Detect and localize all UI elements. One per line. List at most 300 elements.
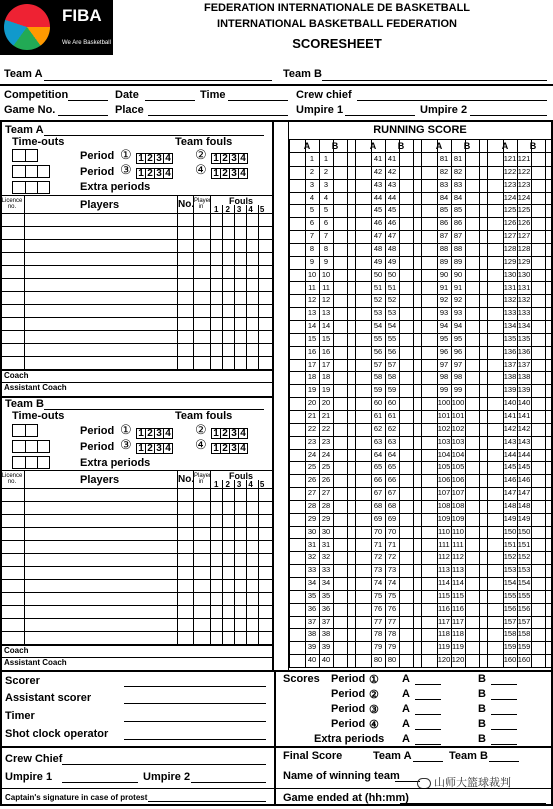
rs-num-a: 15: [307, 333, 317, 343]
rs-num-b: 19: [321, 385, 331, 395]
rs-num-a: 8: [309, 243, 315, 253]
rs-num-b: 66: [387, 475, 397, 485]
assistant-coach-label-b: Assistant Coach: [4, 658, 67, 667]
page-title: SCORESHEET: [292, 36, 382, 51]
team-a-title: Team A: [5, 124, 44, 136]
timeout-boxes-b[interactable]: [12, 424, 38, 437]
rs-num-b: 8: [323, 243, 329, 253]
rs-num-a: 92: [439, 295, 449, 305]
rs-num-b: 3: [323, 179, 329, 189]
foul-boxes-a-p3[interactable]: 1 2 3 4: [137, 163, 173, 181]
rs-num-a: 47: [373, 231, 383, 241]
rs-num-a: 129: [503, 256, 517, 266]
score-period-label: Period: [331, 688, 366, 700]
rs-num-a: 2: [309, 166, 315, 176]
rs-num-b: 154: [517, 578, 531, 588]
place-label: Place: [115, 104, 144, 116]
rs-num-a: 141: [503, 411, 517, 420]
rs-num-b: 34: [321, 578, 331, 588]
score-b-label: B: [478, 688, 486, 700]
fouls-label-a: Fouls: [229, 196, 253, 206]
rs-num-a: 43: [373, 179, 383, 189]
rs-num-b: 150: [517, 526, 531, 536]
rs-num-b: 39: [321, 642, 331, 652]
foul-boxes-b-p3[interactable]: 1 2 3 4: [137, 438, 173, 456]
rs-num-a: 33: [307, 565, 317, 575]
rs-num-b: 106: [451, 475, 465, 485]
rs-num-a: 115: [438, 590, 450, 600]
rs-num-b: 23: [321, 436, 331, 446]
rs-num-b: 119: [452, 642, 464, 652]
rs-num-b: 16: [321, 346, 331, 356]
rs-num-a: 139: [503, 385, 517, 395]
player-rows-a[interactable]: [0, 214, 272, 370]
rs-num-a: 14: [307, 321, 317, 331]
extra-periods-score-label: Extra periods: [314, 733, 385, 745]
rs-num-b: 46: [387, 218, 397, 228]
rs-num-a: 81: [439, 154, 449, 163]
foul-boxes-b-p1[interactable]: 1 2 3 4: [137, 423, 173, 441]
rs-num-a: 72: [373, 552, 383, 562]
rs-num-b: 83: [453, 179, 463, 189]
rs-num-b: 33: [321, 565, 331, 575]
rs-num-a: 160: [503, 655, 517, 665]
score-period-mark: ①: [369, 674, 379, 686]
timeout-boxes-a2[interactable]: [12, 165, 50, 178]
period-mark-b4: ④: [195, 437, 207, 452]
rs-num-a: 145: [503, 462, 517, 472]
rs-num-b: 36: [321, 603, 331, 613]
rs-col-a: A: [501, 141, 509, 151]
rs-num-a: 136: [503, 346, 517, 356]
umpire2-label: Umpire 2: [420, 104, 468, 116]
rs-col-a: A: [303, 141, 311, 151]
rs-num-a: 82: [439, 166, 449, 176]
rs-num-a: 61: [373, 411, 383, 420]
rs-num-a: 85: [439, 205, 449, 215]
period-mark-b3: ③: [120, 437, 132, 452]
foul-boxes-b-p2[interactable]: 1 2 3 4: [212, 423, 248, 441]
rs-num-b: 125: [517, 205, 531, 215]
rs-num-b: 153: [517, 565, 531, 575]
rs-num-b: 80: [387, 655, 397, 665]
rs-num-a: 35: [307, 590, 317, 600]
rs-num-b: 61: [387, 411, 397, 420]
rs-num-a: 20: [307, 398, 317, 408]
umpire1-bottom-label: Umpire 1: [5, 771, 53, 783]
rs-num-b: 92: [453, 295, 463, 305]
rs-num-b: 100: [451, 398, 465, 408]
rs-num-b: 94: [453, 321, 463, 331]
captain-signature-label: Captain's signature in case of protest: [5, 793, 148, 802]
rs-num-b: 124: [517, 192, 531, 202]
rs-num-b: 156: [517, 603, 531, 613]
shot-clock-label: Shot clock operator: [5, 728, 109, 740]
rs-num-a: 25: [307, 462, 317, 472]
rs-num-a: 157: [503, 616, 517, 626]
rs-num-a: 100: [437, 398, 451, 408]
timeout-boxes-b3[interactable]: [12, 456, 50, 469]
rs-num-b: 17: [321, 359, 331, 369]
rs-num-b: 143: [517, 436, 531, 446]
rs-num-b: 81: [453, 154, 463, 163]
player-in-label-b: Player in: [194, 473, 212, 485]
rs-num-a: 149: [503, 513, 517, 523]
rs-num-b: 74: [387, 578, 397, 588]
rs-num-a: 121: [503, 154, 517, 163]
rs-num-b: 146: [517, 475, 531, 485]
score-b-label: B: [478, 718, 486, 730]
rs-num-a: 127: [503, 231, 517, 241]
umpire2-bottom-label: Umpire 2: [143, 771, 191, 783]
rs-num-a: 137: [503, 359, 517, 369]
rs-num-a: 39: [307, 642, 317, 652]
rs-num-b: 147: [517, 488, 531, 498]
rs-num-b: 127: [517, 231, 531, 241]
rs-num-a: 17: [307, 359, 317, 369]
rs-num-a: 125: [503, 205, 517, 215]
rs-num-b: 18: [321, 372, 331, 382]
rs-num-a: 147: [503, 488, 517, 498]
rs-col-a: A: [369, 141, 377, 151]
rs-num-a: 86: [439, 218, 449, 228]
rs-num-a: 88: [439, 243, 449, 253]
rs-num-a: 46: [373, 218, 383, 228]
rs-num-a: 60: [373, 398, 383, 408]
rs-num-b: 157: [517, 616, 531, 626]
rs-num-b: 59: [387, 385, 397, 395]
players-label-b: Players: [80, 474, 120, 486]
rs-num-a: 111: [438, 539, 450, 549]
rs-num-b: 31: [321, 539, 331, 549]
timeout-boxes-a3[interactable]: [12, 181, 50, 194]
foul-boxes-a-p4[interactable]: 1 2 3 4: [212, 163, 248, 181]
rs-num-b: 28: [321, 500, 331, 510]
rs-num-b: 111: [452, 539, 464, 549]
rs-num-a: 95: [439, 333, 449, 343]
crew-chief-bottom-label: Crew Chief: [5, 753, 63, 765]
period-label-b2: Period: [80, 441, 115, 453]
rs-num-b: 62: [387, 423, 397, 433]
timeouts-b: Time-outs: [12, 410, 65, 422]
team-a-label: Team A: [4, 68, 43, 80]
rs-num-b: 128: [517, 243, 531, 253]
score-b-label: B: [478, 673, 486, 685]
rs-num-a: 70: [373, 526, 383, 536]
period-mark-a4: ④: [195, 162, 207, 177]
rs-col-b: B: [529, 141, 537, 151]
rs-num-b: 45: [387, 205, 397, 215]
rs-num-b: 108: [451, 500, 465, 510]
rs-num-b: 10: [321, 269, 331, 279]
rs-col-b: B: [397, 141, 405, 151]
rs-num-a: 36: [307, 603, 317, 613]
competition-label: Competition: [4, 89, 69, 101]
rs-num-a: 62: [373, 423, 383, 433]
period-mark-a3: ③: [120, 162, 132, 177]
rs-num-a: 131: [503, 282, 517, 292]
rs-num-a: 146: [503, 475, 517, 485]
rs-num-b: 76: [387, 603, 397, 613]
rs-num-a: 154: [503, 578, 517, 588]
timeout-boxes-a[interactable]: [12, 149, 38, 162]
score-extra-b: B: [478, 733, 486, 745]
rs-num-b: 135: [517, 333, 531, 343]
rs-num-a: 120: [437, 655, 451, 665]
game-no-label: Game No.: [4, 104, 56, 116]
rs-col-a: A: [435, 141, 443, 151]
rs-num-b: 107: [451, 488, 465, 498]
rs-num-a: 144: [503, 449, 517, 459]
rs-num-b: 139: [517, 385, 531, 395]
rs-num-a: 51: [373, 282, 383, 292]
score-extra-a: A: [402, 733, 410, 745]
rs-num-a: 79: [373, 642, 383, 652]
rs-num-a: 128: [503, 243, 517, 253]
date-label: Date: [115, 89, 139, 101]
rs-num-a: 114: [438, 578, 450, 588]
rs-num-b: 82: [453, 166, 463, 176]
rs-num-a: 96: [439, 346, 449, 356]
score-a-label: A: [402, 688, 410, 700]
foul-boxes-a-p1[interactable]: 1 2 3 4: [137, 148, 173, 166]
rs-num-a: 80: [373, 655, 383, 665]
player-rows-b[interactable]: [0, 489, 272, 645]
no-label-a: No.: [178, 199, 195, 210]
rs-num-b: 7: [323, 231, 329, 241]
rs-num-b: 132: [517, 295, 531, 305]
player-in-label-a: Player in: [194, 198, 212, 210]
rs-num-b: 30: [321, 526, 331, 536]
rs-num-b: 71: [387, 539, 397, 549]
rs-num-b: 158: [517, 629, 531, 639]
rs-num-a: 71: [373, 539, 383, 549]
rs-num-a: 98: [439, 372, 449, 382]
score-a-label: A: [402, 673, 410, 685]
rs-num-b: 88: [453, 243, 463, 253]
scorer-label: Scorer: [5, 675, 40, 687]
rs-num-b: 2: [323, 166, 329, 176]
winning-team-label: Name of winning team: [283, 770, 400, 782]
rs-num-a: 10: [307, 269, 317, 279]
rs-num-a: 94: [439, 321, 449, 331]
rs-num-b: 95: [453, 333, 463, 343]
coach-label-b: Coach: [4, 646, 29, 655]
rs-num-b: 87: [453, 231, 463, 241]
rs-num-a: 142: [503, 423, 517, 433]
rs-num-a: 64: [373, 449, 383, 459]
score-period-mark: ③: [369, 704, 379, 716]
rs-num-b: 155: [517, 590, 531, 600]
rs-num-b: 91: [453, 282, 463, 292]
rs-num-b: 86: [453, 218, 463, 228]
rs-num-a: 105: [437, 462, 451, 472]
rs-num-a: 12: [307, 295, 317, 305]
rs-num-a: 29: [307, 513, 317, 523]
rs-num-a: 89: [439, 256, 449, 266]
rs-num-a: 134: [503, 321, 517, 331]
timeout-boxes-b2[interactable]: [12, 440, 50, 453]
period-label-b1: Period: [80, 425, 115, 437]
rs-num-b: 79: [387, 642, 397, 652]
rs-num-b: 29: [321, 513, 331, 523]
rs-num-b: 64: [387, 449, 397, 459]
assistant-coach-label-a: Assistant Coach: [4, 383, 67, 392]
rs-num-b: 96: [453, 346, 463, 356]
rs-num-a: 50: [373, 269, 383, 279]
rs-num-a: 18: [307, 372, 317, 382]
rs-num-a: 52: [373, 295, 383, 305]
rs-num-b: 140: [517, 398, 531, 408]
rs-num-a: 109: [437, 513, 451, 523]
rs-num-a: 102: [437, 423, 451, 433]
rs-num-a: 22: [307, 423, 317, 433]
rs-num-a: 78: [373, 629, 383, 639]
rs-num-a: 26: [307, 475, 317, 485]
rs-num-a: 5: [309, 205, 315, 215]
rs-num-a: 74: [373, 578, 383, 588]
rs-num-a: 19: [307, 385, 317, 395]
rs-num-a: 38: [307, 629, 317, 639]
score-period-mark: ④: [369, 719, 379, 731]
crew-chief-label: Crew chief: [296, 89, 352, 101]
rs-num-a: 99: [439, 385, 449, 395]
rs-num-b: 22: [321, 423, 331, 433]
rs-num-a: 123: [503, 179, 517, 189]
rs-num-b: 38: [321, 629, 331, 639]
rs-num-b: 32: [321, 552, 331, 562]
rs-num-a: 124: [503, 192, 517, 202]
rs-num-a: 91: [439, 282, 449, 292]
rs-num-a: 21: [307, 411, 317, 420]
rs-num-b: 54: [387, 321, 397, 331]
rs-num-b: 12: [321, 295, 331, 305]
rs-num-b: 49: [387, 256, 397, 266]
rs-num-b: 101: [451, 411, 465, 420]
rs-num-b: 20: [321, 398, 331, 408]
rs-num-a: 153: [503, 565, 517, 575]
rs-num-a: 75: [373, 590, 383, 600]
rs-num-a: 143: [503, 436, 517, 446]
rs-num-a: 140: [503, 398, 517, 408]
rs-num-a: 152: [503, 552, 517, 562]
rs-num-a: 48: [373, 243, 383, 253]
rs-num-b: 122: [517, 166, 531, 176]
rs-num-b: 90: [453, 269, 463, 279]
basketball-icon: [4, 4, 50, 50]
rs-num-b: 24: [321, 449, 331, 459]
rs-num-b: 85: [453, 205, 463, 215]
rs-num-a: 83: [439, 179, 449, 189]
players-table-b: [0, 470, 272, 670]
licence-label-b: Licence no.: [1, 473, 23, 485]
rs-num-b: 118: [452, 629, 464, 639]
rs-num-b: 70: [387, 526, 397, 536]
rs-num-b: 138: [517, 372, 531, 382]
foul-boxes-a-p2[interactable]: 1 2 3 4: [212, 148, 248, 166]
foul-boxes-b-p4[interactable]: 1 2 3 4: [212, 438, 248, 456]
rs-num-a: 23: [307, 436, 317, 446]
rs-num-a: 7: [309, 231, 315, 241]
rs-num-a: 113: [438, 565, 450, 575]
fiba-logo: [0, 0, 113, 55]
rs-num-b: 133: [517, 308, 531, 318]
rs-num-b: 130: [517, 269, 531, 279]
wechat-icon: [417, 778, 431, 789]
rs-num-a: 84: [439, 192, 449, 202]
score-period-mark: ②: [369, 689, 379, 701]
rs-num-a: 90: [439, 269, 449, 279]
rs-num-b: 75: [387, 590, 397, 600]
rs-num-a: 40: [307, 655, 317, 665]
rs-num-b: 63: [387, 436, 397, 446]
rs-num-b: 159: [517, 642, 531, 652]
rs-num-b: 6: [323, 218, 329, 228]
rs-num-a: 42: [373, 166, 383, 176]
coach-label-a: Coach: [4, 371, 29, 380]
rs-num-b: 99: [453, 385, 463, 395]
rs-num-a: 59: [373, 385, 383, 395]
players-table-a: [0, 195, 272, 395]
rs-num-a: 110: [438, 526, 450, 536]
score-period-label: Period: [331, 703, 366, 715]
period-mark-a2: ②: [195, 147, 207, 162]
rs-num-b: 113: [452, 565, 464, 575]
rs-num-a: 11: [308, 282, 316, 292]
rs-num-b: 84: [453, 192, 463, 202]
rs-num-b: 97: [453, 359, 463, 369]
rs-num-b: 89: [453, 256, 463, 266]
extra-periods-b: Extra periods: [80, 457, 151, 469]
rs-num-a: 68: [373, 500, 383, 510]
rs-num-a: 58: [373, 372, 383, 382]
timeouts-a: Time-outs: [12, 136, 65, 148]
rs-num-b: 145: [517, 462, 531, 472]
rs-num-a: 119: [438, 642, 450, 652]
rs-num-a: 104: [437, 449, 451, 459]
rs-num-a: 55: [373, 333, 383, 343]
rs-num-b: 53: [387, 308, 397, 318]
rs-num-b: 68: [387, 500, 397, 510]
rs-num-b: 105: [451, 462, 465, 472]
team-b-label: Team B: [283, 68, 322, 80]
rs-num-a: 73: [373, 565, 383, 575]
rs-num-b: 60: [387, 398, 397, 408]
rs-num-b: 1: [323, 154, 329, 163]
score-a-label: A: [402, 703, 410, 715]
rs-num-a: 122: [503, 166, 517, 176]
rs-num-b: 58: [387, 372, 397, 382]
rs-num-a: 101: [437, 411, 451, 420]
rs-num-a: 3: [309, 179, 315, 189]
rs-num-b: 123: [517, 179, 531, 189]
logo-text: FIBA: [62, 6, 102, 25]
rs-num-b: 50: [387, 269, 397, 279]
rs-num-a: 151: [503, 539, 517, 549]
rs-num-a: 63: [373, 436, 383, 446]
rs-num-a: 108: [437, 500, 451, 510]
game-ended-label: Game ended at (hh:mm): [283, 792, 409, 804]
period-mark-b2: ②: [195, 422, 207, 437]
period-mark-a1: ①: [120, 147, 132, 162]
period-label-a2: Period: [80, 166, 115, 178]
rs-num-a: 106: [437, 475, 451, 485]
rs-num-b: 4: [323, 192, 329, 202]
rs-num-b: 93: [453, 308, 463, 318]
final-score-label: Final Score: [283, 750, 343, 762]
rs-col-b: B: [331, 141, 339, 151]
rs-num-a: 57: [373, 359, 383, 369]
